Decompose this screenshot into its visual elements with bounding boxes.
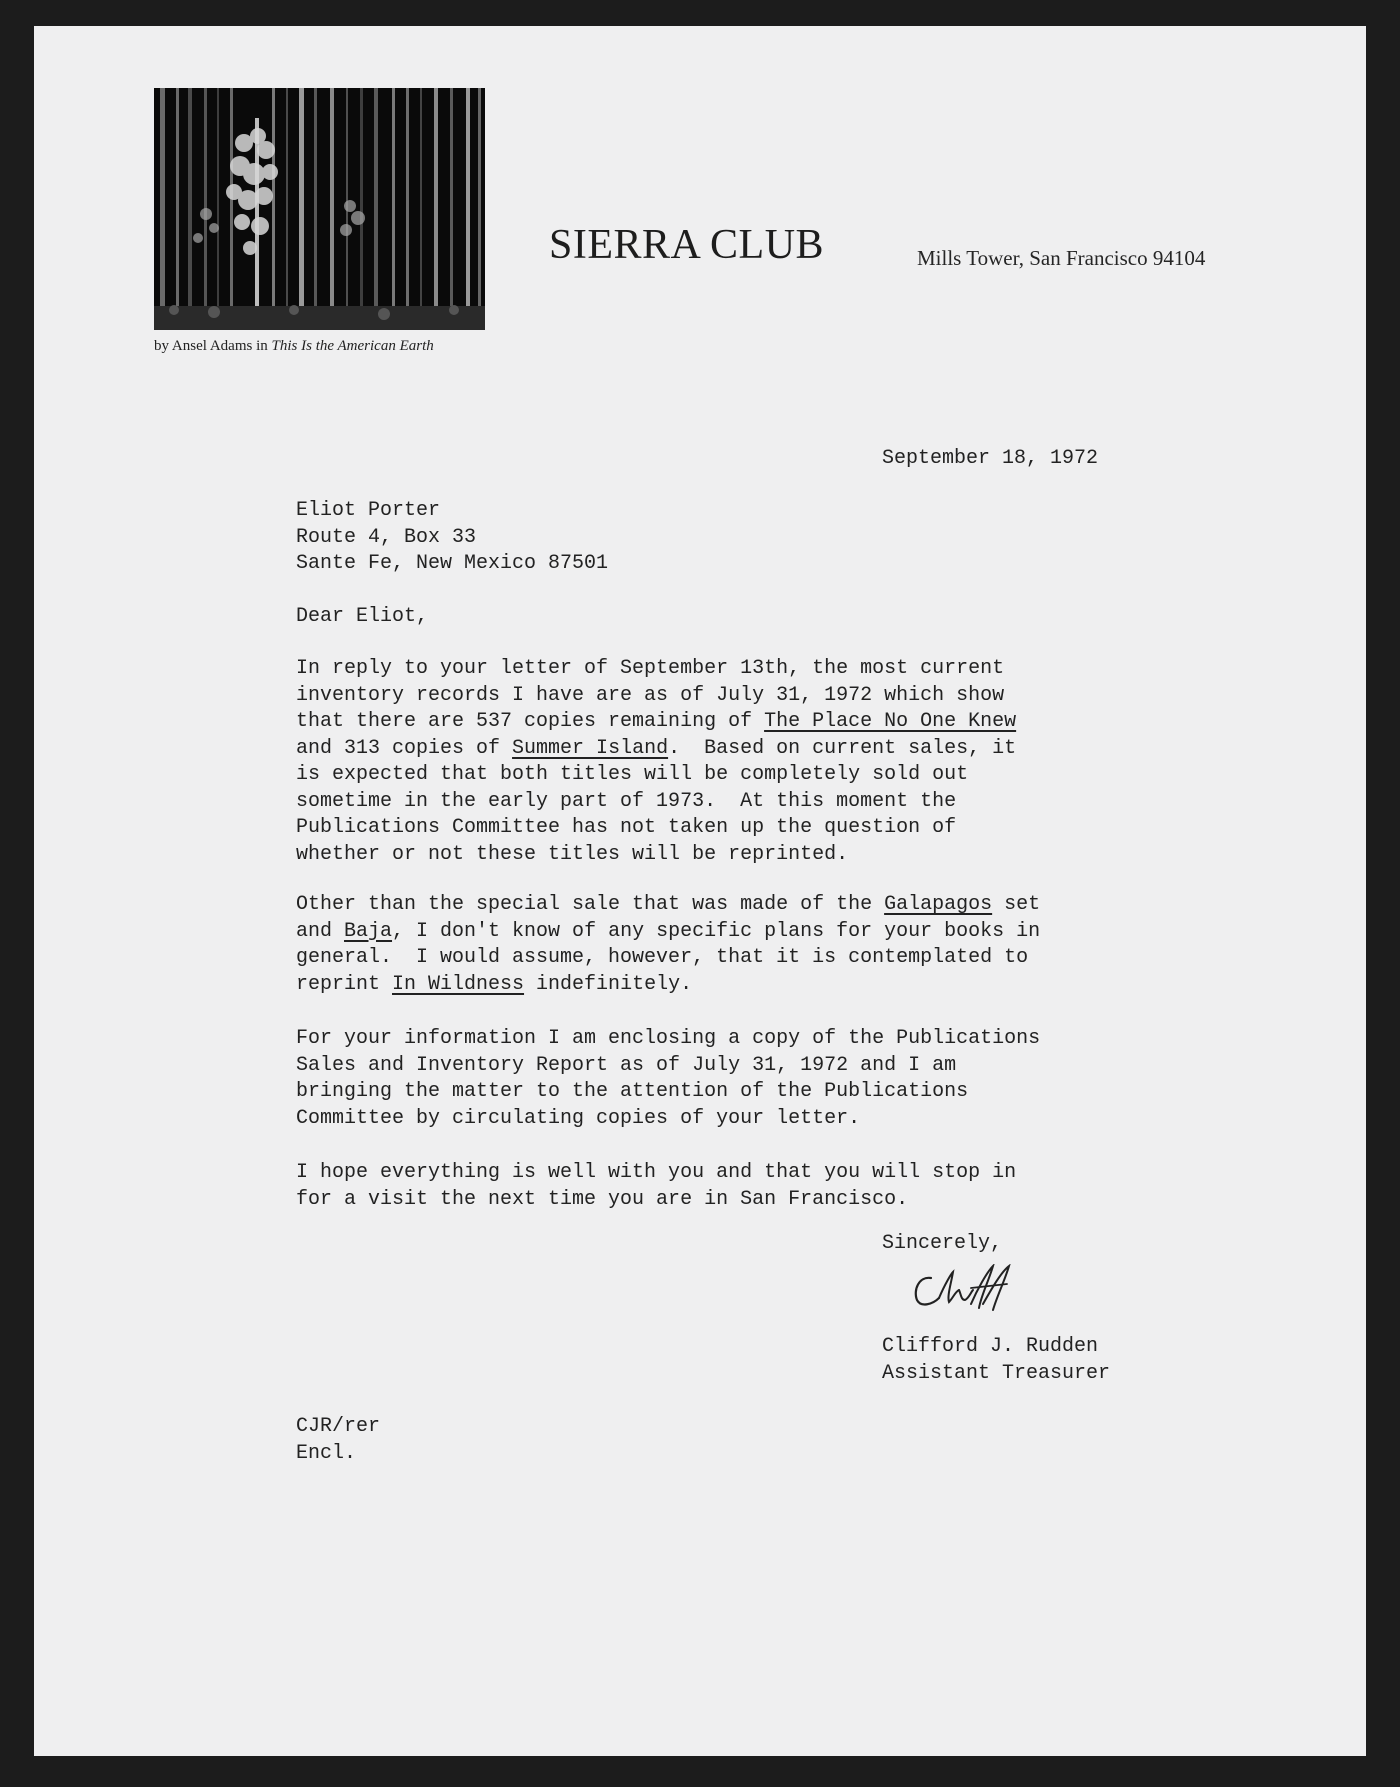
p2-line1-text-end: set	[992, 893, 1041, 916]
p3-line3: bringing the matter to the attention of the Publications	[296, 1080, 969, 1103]
p1-line4-text-end: . Based on current sales, it	[668, 736, 1017, 760]
p1-line1: In reply to your letter of September 13th, the most current	[296, 657, 1005, 680]
reference-initials: CJR/rer	[296, 1415, 381, 1438]
p4-line2: for a visit the next time you are in San Francisco.	[296, 1187, 909, 1211]
p1-line8: whether or not these titles will be reprinted.	[296, 842, 849, 866]
sender-block	[882, 1334, 1110, 1387]
p2-line4-text: reprint	[296, 972, 393, 996]
organization-address: Mills Tower, San Francisco 94104	[917, 246, 1206, 270]
p1-line3-text: that there are 537 copies remaining of	[296, 710, 765, 733]
reference-block	[296, 1414, 380, 1467]
p2-line2-text: and	[296, 919, 345, 943]
book-title-in-wildness: In Wildness	[392, 972, 525, 996]
body-paragraph-1	[296, 656, 1016, 868]
sender-name: Clifford J. Rudden	[882, 1335, 1099, 1358]
recipient-address-line1: Route 4, Box 33	[296, 525, 477, 549]
letterhead-photo	[154, 88, 485, 330]
photo-caption-prefix: by Ansel Adams in	[154, 338, 272, 354]
book-title-baja: Baja	[344, 919, 393, 943]
p1-line3	[296, 709, 1016, 736]
signature-image	[909, 1264, 1029, 1314]
recipient-block	[296, 498, 608, 578]
body-paragraph-4	[296, 1160, 1016, 1213]
p3-line2: Sales and Inventory Report as of July 31, 1972 and I am	[296, 1053, 957, 1077]
p2-line2-text-end: , I don't know of any specific plans for your books in	[392, 919, 1041, 943]
body-paragraph-2	[296, 892, 1040, 998]
letter-date: September 18, 1972	[882, 447, 1099, 470]
photo-caption	[154, 338, 434, 355]
p3-line4: Committee by circulating copies of your letter.	[296, 1106, 861, 1130]
p1-line4	[296, 736, 1016, 763]
book-title-summer-island: Summer Island	[512, 736, 669, 760]
closing: Sincerely,	[882, 1232, 1003, 1255]
book-title-galapagos: Galapagos	[884, 893, 993, 916]
p2-line2	[296, 919, 1040, 946]
organization-name: SIERRA CLUB	[549, 222, 825, 268]
p1-line6: sometime in the early part of 1973. At this moment the	[296, 789, 957, 813]
p3-line1: For your information I am enclosing a copy of the Publications	[296, 1027, 1041, 1050]
salutation: Dear Eliot,	[296, 605, 429, 628]
sender-title: Assistant Treasurer	[882, 1361, 1111, 1385]
p1-line2: inventory records I have are as of July 31, 1972 which show	[296, 683, 1005, 707]
photo-caption-title: This Is the American Earth	[271, 338, 434, 354]
p1-line5: is expected that both titles will be completely sold out	[296, 763, 969, 786]
p2-line3: general. I would assume, however, that it is contemplated to	[296, 946, 1029, 969]
p2-line4	[296, 972, 1040, 999]
p2-line1-text: Other than the special sale that was made of the	[296, 893, 885, 916]
book-title-place-no-one-knew: The Place No One Knew	[764, 710, 1017, 733]
aspen-forest-image	[154, 88, 485, 330]
p1-line4-text: and 313 copies of	[296, 736, 513, 760]
recipient-address-line2: Sante Fe, New Mexico 87501	[296, 552, 609, 575]
recipient-name: Eliot Porter	[296, 499, 441, 522]
handwritten-signature	[909, 1264, 1029, 1319]
p2-line4-text-end: indefinitely.	[524, 972, 693, 996]
p2-line1	[296, 892, 1040, 919]
p1-line7: Publications Committee has not taken up the question of	[296, 816, 957, 839]
p4-line1: I hope everything is well with you and that you will stop in	[296, 1161, 1017, 1184]
letter-page	[34, 26, 1366, 1756]
body-paragraph-3	[296, 1026, 1040, 1132]
enclosure-note: Encl.	[296, 1441, 357, 1465]
